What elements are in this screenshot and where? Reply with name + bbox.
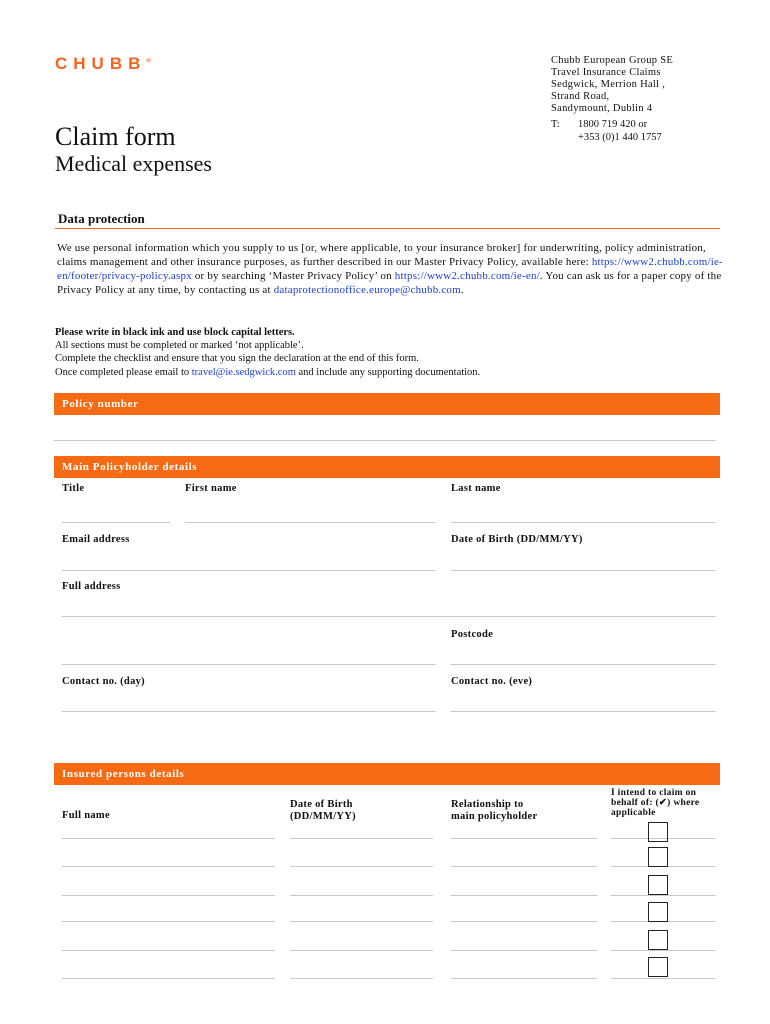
email-label: Email address	[62, 534, 130, 545]
instruction-line: Once completed please email to travel@ie.sedgwick.com and include any supporting documentation.	[55, 366, 481, 378]
privacy-policy-link[interactable]: https://www2.chubb.com/ie-en/footer/privacy-policy.aspx	[57, 256, 723, 282]
postcode-field[interactable]	[451, 664, 716, 665]
row-divider	[611, 978, 716, 979]
email-field[interactable]	[62, 570, 436, 571]
insured-relationship-field[interactable]	[451, 866, 597, 867]
telephone-number: +353 (0)1 440 1757	[578, 131, 662, 143]
address-line: Sandymount, Dublin 4	[551, 103, 653, 114]
checkbox-icon[interactable]	[648, 822, 668, 842]
dob-field[interactable]	[451, 570, 716, 571]
dob-label: Date of Birth (DD/MM/YY)	[451, 534, 583, 545]
checkbox-icon[interactable]	[648, 875, 668, 895]
insured-relationship-field[interactable]	[451, 978, 597, 979]
insured-name-field[interactable]	[62, 895, 275, 896]
title-label: Title	[62, 483, 85, 494]
full-address-label: Full address	[62, 581, 121, 592]
contact-day-label: Contact no. (day)	[62, 676, 145, 687]
section-header-main-policyholder: Main Policyholder details	[54, 456, 720, 478]
first-name-field[interactable]	[185, 522, 436, 523]
row-divider	[611, 895, 716, 896]
insurer-address	[551, 55, 673, 115]
telephone-label: T:	[551, 119, 560, 130]
insured-dob-field[interactable]	[290, 921, 433, 922]
page-subtitle: Medical expenses	[55, 151, 212, 176]
last-name-label: Last name	[451, 483, 501, 494]
contact-eve-field[interactable]	[451, 711, 716, 712]
address-line: Chubb European Group SE	[551, 55, 674, 66]
instructions	[55, 326, 735, 379]
checkbox-icon[interactable]	[648, 847, 668, 867]
first-name-label: First name	[185, 483, 237, 494]
title-field[interactable]	[62, 522, 170, 523]
insured-dob-field[interactable]	[290, 978, 433, 979]
policy-number-field[interactable]	[54, 440, 716, 441]
insured-name-field[interactable]	[62, 838, 275, 839]
contact-eve-label: Contact no. (eve)	[451, 676, 533, 687]
insured-name-field[interactable]	[62, 950, 275, 951]
row-divider	[611, 950, 716, 951]
insured-name-field[interactable]	[62, 921, 275, 922]
full-name-column-header: Full name	[62, 810, 110, 821]
chubb-logo: CHUBB®	[55, 54, 151, 73]
address-field-line2[interactable]	[62, 664, 436, 665]
data-protection-email-link[interactable]: dataprotectionoffice.europe@chubb.com	[273, 284, 461, 296]
relationship-column-header: Relationship to main policyholder	[451, 799, 538, 822]
instruction-line: Complete the checklist and ensure that you sign the declaration at the end of this form.	[55, 353, 419, 365]
contact-day-field[interactable]	[62, 711, 436, 712]
page-title: Claim form	[55, 122, 176, 151]
telephone-number: 1800 719 420 or	[578, 119, 648, 130]
insured-dob-field[interactable]	[290, 895, 433, 896]
section-header-policy: Policy number	[54, 393, 720, 415]
address-line: Strand Road,	[551, 91, 610, 102]
insured-dob-field[interactable]	[290, 866, 433, 867]
claim-on-behalf-column-header: I intend to claim on behalf of: (✔) where applicable	[611, 788, 700, 818]
insured-relationship-field[interactable]	[451, 921, 597, 922]
checkbox-icon[interactable]	[648, 902, 668, 922]
dob-column-header: Date of Birth (DD/MM/YY)	[290, 799, 356, 822]
data-protection-heading: Data protection	[58, 211, 145, 226]
instruction-bold: Please write in black ink and use block capital letters.	[55, 327, 295, 338]
last-name-field[interactable]	[451, 522, 716, 523]
address-field-line1[interactable]	[62, 616, 716, 617]
insured-dob-field[interactable]	[290, 950, 433, 951]
data-protection-text: We use personal information which you supply to us [or, where applicable, to your insurance broker] for underwriting, policy administration, claims management and other insurance purposes, as further described in our Master Privacy Policy, available here: https://www2.chubb.com/ie-en/footer/privacy-policy.aspx or by searching ‘Master Privacy Policy’ on https://www2.chubb.com/ie-en/. You can ask us for a paper copy of the Privacy Policy at any time, by contacting us at dataprotectionoffice.europe@chubb.com.	[57, 242, 723, 296]
address-line: Travel Insurance Claims	[551, 67, 661, 78]
checkbox-icon[interactable]	[648, 930, 668, 950]
insured-name-field[interactable]	[62, 978, 275, 979]
section-header-insured-persons: Insured persons details	[54, 763, 720, 785]
insured-dob-field[interactable]	[290, 838, 433, 839]
instruction-line: All sections must be completed or marked ‘not applicable’.	[55, 340, 304, 352]
insured-name-field[interactable]	[62, 866, 275, 867]
insured-relationship-field[interactable]	[451, 838, 597, 839]
checkbox-icon[interactable]	[648, 957, 668, 977]
divider	[55, 228, 720, 229]
insured-relationship-field[interactable]	[451, 950, 597, 951]
chubb-site-link[interactable]: https://www2.chubb.com/ie-en/	[394, 270, 540, 282]
insured-relationship-field[interactable]	[451, 895, 597, 896]
address-line: Sedgwick, Merrion Hall ,	[551, 79, 666, 90]
postcode-label: Postcode	[451, 629, 494, 640]
claims-email-link[interactable]: travel@ie.sedgwick.com	[191, 366, 296, 378]
